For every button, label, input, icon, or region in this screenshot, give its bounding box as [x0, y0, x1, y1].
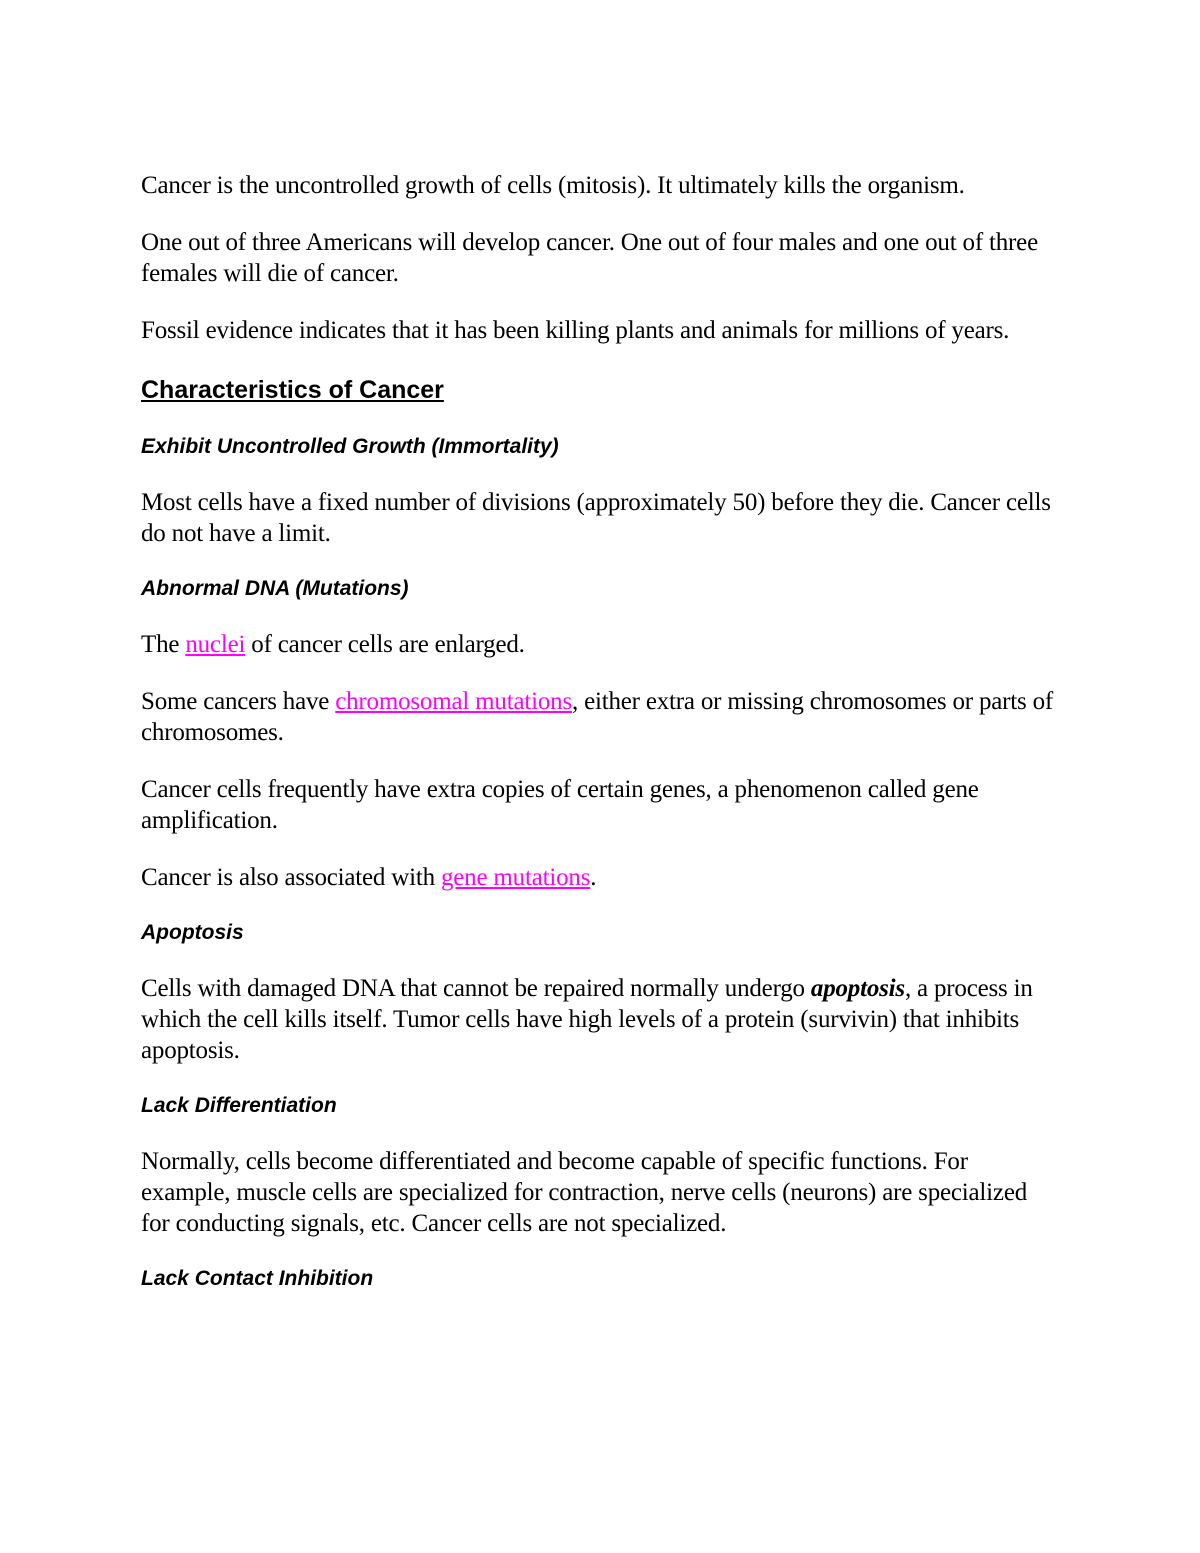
apoptosis-term: apoptosis — [810, 975, 905, 1002]
contact-inhibition-heading: Lack Contact Inhibition — [141, 1267, 374, 1290]
differentiation-paragraph: Normally, cells become differentiated and become capable of specific functions. For example, muscle cells are specialized for contraction, nerve cells (neurons) are specialized for conducting signals, etc. Cancer cells are not specialized. — [141, 1148, 1028, 1237]
chromosomal-paragraph — [141, 686, 1061, 748]
apoptosis-heading: Apoptosis — [141, 921, 244, 944]
nuclei-link[interactable]: nuclei — [185, 631, 246, 658]
apoptosis-text-after: , a process in which the cell kills itself. Tumor cells have high levels of a protein (survivin) that inhibits apoptosis. — [141, 975, 1033, 1064]
dna-heading: Abnormal DNA (Mutations) — [141, 577, 409, 600]
chromosomal-mutations-link[interactable]: chromosomal mutations — [335, 688, 572, 715]
chromosomal-text-before: Some cancers have — [141, 688, 336, 715]
section-heading: Characteristics of Cancer — [141, 376, 444, 404]
chromosomal-text-after: , either extra or missing chromosomes or parts of chromosomes. — [141, 688, 1054, 746]
gene-text-after: . — [590, 864, 597, 891]
intro-paragraph-2: One out of three Americans will develop cancer. One out of four males and one out of three females will die of cancer. — [141, 229, 1038, 287]
differentiation-heading: Lack Differentiation — [141, 1094, 337, 1117]
intro-paragraph-1: Cancer is the uncontrolled growth of cells (mitosis). It ultimately kills the organism. — [141, 172, 965, 199]
intro-paragraph-3: Fossil evidence indicates that it has been killing plants and animals for millions of years. — [141, 317, 1010, 344]
document-body — [141, 170, 1061, 1294]
nuclei-text-before: The — [141, 631, 186, 658]
gene-mutations-link[interactable]: gene mutations — [440, 864, 591, 891]
gene-text-before: Cancer is also associated with — [141, 864, 441, 891]
gene-mutations-paragraph — [141, 862, 1061, 893]
nuclei-paragraph — [141, 629, 1061, 660]
growth-heading: Exhibit Uncontrolled Growth (Immortality) — [141, 435, 559, 458]
apoptosis-text-before: Cells with damaged DNA that cannot be repaired normally undergo — [141, 975, 811, 1002]
amplification-paragraph: Cancer cells frequently have extra copies of certain genes, a phenomenon called gene amplification. — [141, 776, 979, 834]
apoptosis-paragraph — [141, 973, 1061, 1066]
nuclei-text-after: of cancer cells are enlarged. — [245, 631, 525, 658]
growth-paragraph: Most cells have a fixed number of divisions (approximately 50) before they die. Cancer cells do not have a limit. — [141, 489, 1051, 547]
